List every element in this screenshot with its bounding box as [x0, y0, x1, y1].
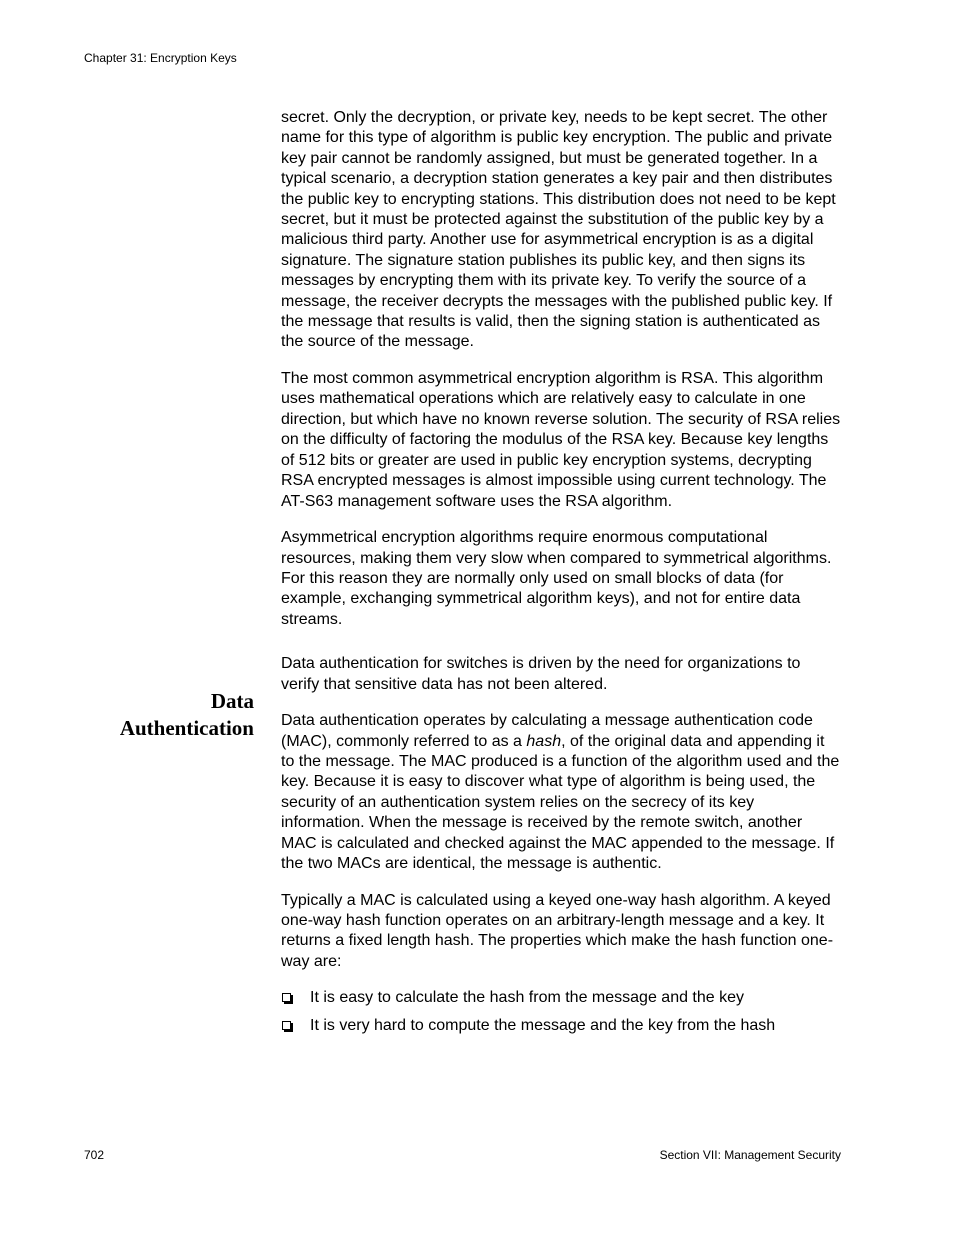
hash-properties-list	[281, 988, 841, 1036]
section-heading-data-authentication	[84, 688, 254, 742]
page-number: 702	[84, 1148, 105, 1162]
paragraph-data-auth-intro: Data authentication for switches is driven by the need for organizations to verify that sensitive data has not been altered.	[281, 655, 801, 693]
heading-line-1: Data	[210, 689, 254, 713]
mac-text-after: , of the original data and appending it to the message. The MAC produced is a function of the algorithm used and the key. Because it is easy to discover what type of algorithm is being used, the security of an authentication system relies on the secrecy of its key information. When the message is received by the remote switch, another MAC is calculated and checked against the MAC appended to the message. If the two MACs are identical, the message is authentic.	[281, 732, 840, 872]
paragraph-mac	[281, 711, 841, 874]
paragraph-public-key: secret. Only the decryption, or private key, needs to be kept secret. The other name for this type of algorithm is public key encryption. The public and private key pair cannot be randomly assigned, but must be generated together. In a typical scenario, a decryption station generates a key pair and then distributes the public key to encrypting stations. This distribution does not need to be kept secret, but it must be protected against the substitution of the public key by a malicious third party. Another use for asymmetrical encryption is as a digital signature. The signature station publishes its public key, and then signs its messages by encrypting them with its private key. To verify the source of a message, the receiver decrypts the messages with the published public key. If the message that results is valid, then the signing station is authenticated as the source of the message.	[281, 109, 836, 351]
list-item	[281, 988, 841, 1008]
checkbox-bullet-icon	[282, 1021, 291, 1030]
list-item-text: It is easy to calculate the hash from the message and the key	[310, 989, 745, 1007]
checkbox-bullet-icon	[282, 993, 291, 1002]
paragraph-rsa: The most common asymmetrical encryption algorithm is RSA. This algorithm uses mathematical operations which are relatively easy to calculate in one direction, but which have no known reverse solution. The security of RSA relies on the difficulty of factoring the modulus of the RSA key. Because key lengths of 512 bits or greater are used in public key encryption systems, decrypting RSA encrypted messages is almost impossible using current technology. The AT-S63 management software uses the RSA algorithm.	[281, 370, 841, 510]
list-item-text: It is very hard to compute the message and the key from the hash	[310, 1017, 776, 1035]
heading-line-2: Authentication	[119, 716, 254, 740]
paragraph-keyed-hash: Typically a MAC is calculated using a keyed one-way hash algorithm. A keyed one-way hash function operates on an arbitrary-length message and a key. It returns a fixed length hash. The properties which make the hash function one-way are:	[281, 891, 834, 970]
body-column	[281, 108, 841, 1044]
mac-text-before: Data authentication operates by calculating a message authentication code (MAC), commonly referred to as a	[281, 712, 813, 750]
running-header-chapter: Chapter 31: Encryption Keys	[84, 51, 237, 65]
list-item	[281, 1016, 841, 1036]
hash-term: hash	[526, 732, 562, 750]
paragraph-asymmetrical-resources: Asymmetrical encryption algorithms require enormous computational resources, making them very slow when compared to symmetrical algorithms. For this reason they are normally only used on small blocks of data (for example, exchanging symmetrical algorithm keys), and not for entire data streams.	[281, 529, 832, 628]
footer-section-title: Section VII: Management Security	[659, 1148, 841, 1162]
